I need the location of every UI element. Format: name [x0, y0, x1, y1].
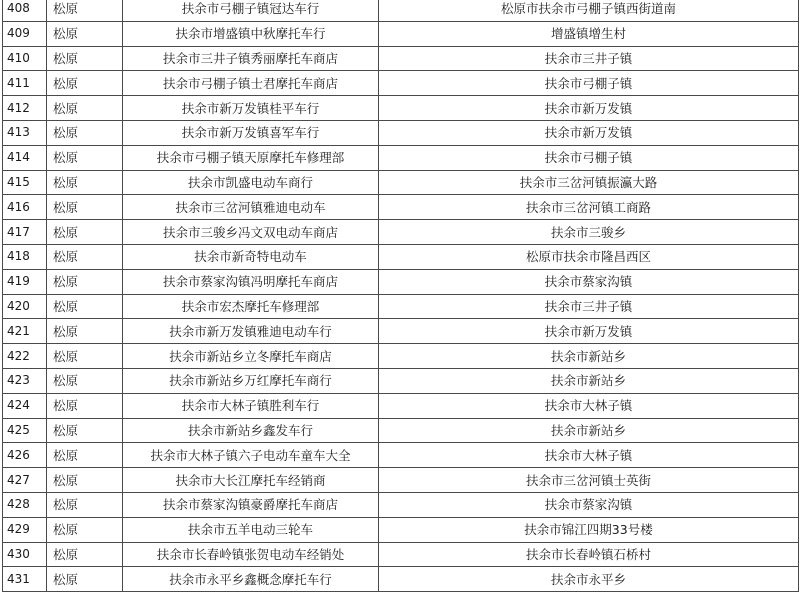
table-row [3, 195, 799, 220]
table-row [3, 344, 799, 369]
address-cell: 扶余市新站乡 [379, 344, 799, 369]
table-row [3, 71, 799, 96]
city-cell: 松原 [47, 567, 123, 592]
address-cell: 扶余市长春岭镇石桥村 [379, 542, 799, 567]
row-number-cell: 430 [3, 542, 47, 567]
address-cell: 扶余市弓棚子镇 [379, 145, 799, 170]
address-cell: 增盛镇增生村 [379, 21, 799, 46]
address-cell: 扶余市永平乡 [379, 567, 799, 592]
address-cell: 松原市扶余市隆昌西区 [379, 244, 799, 269]
dealer-name-cell: 扶余市弓棚子镇天原摩托车修理部 [123, 145, 379, 170]
row-number-cell: 408 [3, 0, 47, 21]
dealer-name-cell: 扶余市弓棚子镇士君摩托车商店 [123, 71, 379, 96]
city-cell: 松原 [47, 170, 123, 195]
dealer-table [2, 0, 799, 592]
row-number-cell: 409 [3, 21, 47, 46]
city-cell: 松原 [47, 244, 123, 269]
table-row [3, 368, 799, 393]
address-cell: 扶余市三井子镇 [379, 294, 799, 319]
address-cell: 扶余市三骏乡 [379, 220, 799, 245]
table-row [3, 244, 799, 269]
city-cell: 松原 [47, 220, 123, 245]
row-number-cell: 410 [3, 46, 47, 71]
dealer-name-cell: 扶余市大林子镇六子电动车童车大全 [123, 443, 379, 468]
dealer-name-cell: 扶余市新站乡万红摩托车商行 [123, 368, 379, 393]
row-number-cell: 431 [3, 567, 47, 592]
table-row [3, 21, 799, 46]
dealer-name-cell: 扶余市蔡家沟镇豪爵摩托车商店 [123, 492, 379, 517]
table-row [3, 269, 799, 294]
city-cell: 松原 [47, 46, 123, 71]
city-cell: 松原 [47, 492, 123, 517]
city-cell: 松原 [47, 71, 123, 96]
dealer-name-cell: 扶余市新万发镇喜军车行 [123, 120, 379, 145]
row-number-cell: 423 [3, 368, 47, 393]
dealer-name-cell: 扶余市三井子镇秀丽摩托车商店 [123, 46, 379, 71]
row-number-cell: 425 [3, 418, 47, 443]
row-number-cell: 429 [3, 517, 47, 542]
row-number-cell: 418 [3, 244, 47, 269]
row-number-cell: 415 [3, 170, 47, 195]
table-row [3, 170, 799, 195]
address-cell: 扶余市新站乡 [379, 418, 799, 443]
row-number-cell: 411 [3, 71, 47, 96]
address-cell: 扶余市三岔河镇振瀛大路 [379, 170, 799, 195]
dealer-name-cell: 扶余市大林子镇胜利车行 [123, 393, 379, 418]
dealer-name-cell: 扶余市蔡家沟镇冯明摩托车商店 [123, 269, 379, 294]
dealer-name-cell: 扶余市新万发镇雅迪电动车行 [123, 319, 379, 344]
address-cell: 扶余市锦江四期33号楼 [379, 517, 799, 542]
table-row [3, 46, 799, 71]
table-row [3, 468, 799, 493]
row-number-cell: 427 [3, 468, 47, 493]
address-cell: 扶余市大林子镇 [379, 393, 799, 418]
row-number-cell: 414 [3, 145, 47, 170]
dealer-name-cell: 扶余市三岔河镇雅迪电动车 [123, 195, 379, 220]
city-cell: 松原 [47, 195, 123, 220]
address-cell: 扶余市蔡家沟镇 [379, 269, 799, 294]
table-row [3, 319, 799, 344]
table-row [3, 393, 799, 418]
dealer-name-cell: 扶余市三骏乡冯文双电动车商店 [123, 220, 379, 245]
address-cell: 扶余市新万发镇 [379, 319, 799, 344]
dealer-name-cell: 扶余市新万发镇桂平车行 [123, 96, 379, 121]
city-cell: 松原 [47, 418, 123, 443]
city-cell: 松原 [47, 468, 123, 493]
dealer-name-cell: 扶余市大长江摩托车经销商 [123, 468, 379, 493]
table-row [3, 294, 799, 319]
address-cell: 扶余市三岔河镇工商路 [379, 195, 799, 220]
city-cell: 松原 [47, 344, 123, 369]
row-number-cell: 413 [3, 120, 47, 145]
city-cell: 松原 [47, 21, 123, 46]
dealer-table-body [3, 0, 799, 592]
dealer-name-cell: 扶余市凯盛电动车商行 [123, 170, 379, 195]
dealer-name-cell: 扶余市新奇特电动车 [123, 244, 379, 269]
row-number-cell: 419 [3, 269, 47, 294]
dealer-name-cell: 扶余市弓棚子镇冠达车行 [123, 0, 379, 21]
table-row [3, 418, 799, 443]
address-cell: 扶余市三岔河镇士英街 [379, 468, 799, 493]
city-cell: 松原 [47, 443, 123, 468]
table-row [3, 120, 799, 145]
table-row [3, 492, 799, 517]
city-cell: 松原 [47, 319, 123, 344]
table-row [3, 96, 799, 121]
address-cell: 扶余市蔡家沟镇 [379, 492, 799, 517]
city-cell: 松原 [47, 96, 123, 121]
table-row [3, 542, 799, 567]
table-row [3, 145, 799, 170]
dealer-name-cell: 扶余市新站乡立冬摩托车商店 [123, 344, 379, 369]
row-number-cell: 422 [3, 344, 47, 369]
dealer-name-cell: 扶余市增盛镇中秋摩托车行 [123, 21, 379, 46]
city-cell: 松原 [47, 517, 123, 542]
city-cell: 松原 [47, 542, 123, 567]
row-number-cell: 426 [3, 443, 47, 468]
city-cell: 松原 [47, 368, 123, 393]
row-number-cell: 416 [3, 195, 47, 220]
city-cell: 松原 [47, 0, 123, 21]
city-cell: 松原 [47, 145, 123, 170]
address-cell: 扶余市新站乡 [379, 368, 799, 393]
row-number-cell: 417 [3, 220, 47, 245]
address-cell: 松原市扶余市弓棚子镇西街道南 [379, 0, 799, 21]
table-row [3, 443, 799, 468]
row-number-cell: 428 [3, 492, 47, 517]
table-row [3, 567, 799, 592]
address-cell: 扶余市三井子镇 [379, 46, 799, 71]
dealer-name-cell: 扶余市长春岭镇张贺电动车经销处 [123, 542, 379, 567]
row-number-cell: 421 [3, 319, 47, 344]
address-cell: 扶余市新万发镇 [379, 96, 799, 121]
table-row [3, 517, 799, 542]
dealer-name-cell: 扶余市永平乡鑫概念摩托车行 [123, 567, 379, 592]
address-cell: 扶余市弓棚子镇 [379, 71, 799, 96]
city-cell: 松原 [47, 269, 123, 294]
row-number-cell: 424 [3, 393, 47, 418]
dealer-name-cell: 扶余市宏杰摩托车修理部 [123, 294, 379, 319]
row-number-cell: 412 [3, 96, 47, 121]
city-cell: 松原 [47, 393, 123, 418]
row-number-cell: 420 [3, 294, 47, 319]
address-cell: 扶余市大林子镇 [379, 443, 799, 468]
dealer-name-cell: 扶余市五羊电动三轮车 [123, 517, 379, 542]
city-cell: 松原 [47, 294, 123, 319]
city-cell: 松原 [47, 120, 123, 145]
table-row [3, 220, 799, 245]
dealer-name-cell: 扶余市新站乡鑫发车行 [123, 418, 379, 443]
address-cell: 扶余市新万发镇 [379, 120, 799, 145]
table-row [3, 0, 799, 21]
